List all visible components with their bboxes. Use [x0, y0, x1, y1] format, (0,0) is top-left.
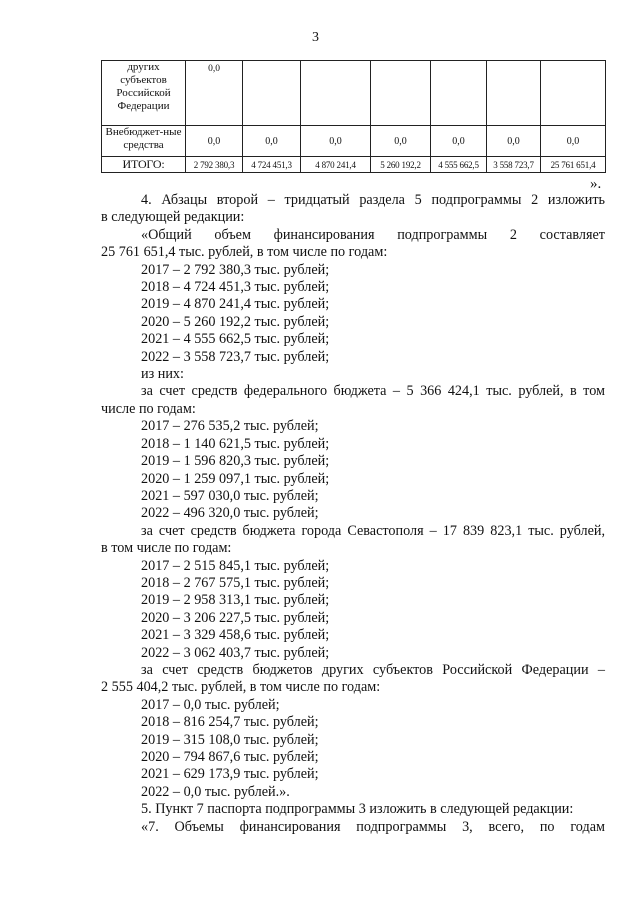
list-item: 2022 – 3 062 403,7 тыс. рублей; — [141, 644, 330, 661]
list-item: 2018 – 816 254,7 тыс. рублей; — [141, 714, 319, 731]
table-row — [102, 61, 606, 126]
list-item: 2021 – 629 173,9 тыс. рублей; — [141, 766, 319, 783]
paragraph-4: 4. Абзацы второй – тридцатый раздела 5 подпрограммы 2 изложить — [141, 192, 605, 208]
table-cell: 4 724 451,3 — [243, 157, 301, 173]
table-cell: 0,0 — [243, 126, 301, 157]
table-cell: 5 260 192,2 — [371, 157, 431, 173]
list-item: 2019 – 2 958 313,1 тыс. рублей; — [141, 592, 330, 609]
row-label: Внебюджет-ные средства — [102, 126, 186, 157]
table-cell — [371, 61, 431, 126]
paragraph-4-cont: в следующей редакции: — [101, 209, 245, 226]
list-item: 2020 – 5 260 192,2 тыс. рублей; — [141, 313, 330, 330]
total-financing-cont: 25 761 651,4 тыс. рублей, в том числе по годам: — [101, 244, 388, 261]
table-row-total — [102, 157, 606, 173]
other-regions-budget: за счет средств бюджетов других субъектов Российской Федерации – — [141, 661, 605, 678]
financing-table — [101, 60, 606, 173]
other-regions-budget-cont: 2 555 404,2 тыс. рублей, в том числе по годам: — [101, 679, 381, 696]
federal-budget-cont: числе по годам: — [101, 400, 196, 417]
list-item: 2019 – 315 108,0 тыс. рублей; — [141, 731, 319, 748]
closing-quote: ». — [590, 176, 602, 192]
list-item: 2020 – 794 867,6 тыс. рублей; — [141, 749, 319, 765]
list-item: 2021 – 4 555 662,5 тыс. рублей; — [141, 331, 330, 348]
table-cell: 0,0 — [431, 126, 487, 157]
table-cell: 25 761 651,4 — [541, 157, 606, 173]
list-item: 2022 – 0,0 тыс. рублей.». — [141, 783, 290, 800]
list-item: 2022 – 3 558 723,7 тыс. рублей; — [141, 348, 330, 365]
table-cell — [487, 61, 541, 126]
list-item: 2017 – 2 515 845,1 тыс. рублей; — [141, 557, 330, 574]
row-label: других субъектов Российской Федерации — [102, 61, 186, 126]
table-cell: 4 870 241,4 — [301, 157, 371, 173]
table-cell: 0,0 — [301, 126, 371, 157]
list-item: 2017 – 276 535,2 тыс. рублей; — [141, 418, 319, 435]
paragraph-7-quote: «7. Объемы финансирования подпрограммы 3, всего, по годам — [141, 818, 605, 835]
table-cell: 0,0 — [371, 126, 431, 157]
table-cell: 0,0 — [487, 126, 541, 157]
table-cell: 4 555 662,5 — [431, 157, 487, 173]
list-item: 2018 – 2 767 575,1 тыс. рублей; — [141, 574, 330, 591]
table-cell — [243, 61, 301, 126]
list-item: 2021 – 3 329 458,6 тыс. рублей; — [141, 627, 330, 644]
list-item: 2018 – 1 140 621,5 тыс. рублей; — [141, 435, 330, 452]
sevastopol-budget-cont: в том числе по годам: — [101, 540, 232, 557]
list-item: 2020 – 3 206 227,5 тыс. рублей; — [141, 609, 330, 626]
total-financing: «Общий объем финансирования подпрограммы 2 составляет — [141, 226, 605, 243]
row-label: ИТОГО: — [102, 157, 186, 173]
document-body — [101, 192, 605, 836]
list-item: 2021 – 597 030,0 тыс. рублей; — [141, 487, 319, 504]
table-cell: 2 792 380,3 — [186, 157, 243, 173]
table-cell: 0,0 — [186, 61, 243, 126]
sevastopol-budget: за счет средств бюджета города Севастополя – 17 839 823,1 тыс. рублей, — [141, 522, 605, 539]
list-item: 2017 – 0,0 тыс. рублей; — [141, 696, 280, 713]
of-them-label: из них: — [141, 366, 184, 383]
list-item: 2019 – 1 596 820,3 тыс. рублей; — [141, 453, 330, 470]
federal-budget: за счет средств федерального бюджета – 5 366 424,1 тыс. рублей, в том — [141, 383, 605, 400]
table-cell — [431, 61, 487, 126]
page-number: 3 — [312, 30, 319, 45]
table-cell — [301, 61, 371, 126]
list-item: 2022 – 496 320,0 тыс. рублей; — [141, 505, 319, 522]
table-cell: 3 558 723,7 — [487, 157, 541, 173]
table-cell: 0,0 — [186, 126, 243, 157]
list-item: 2018 – 4 724 451,3 тыс. рублей; — [141, 279, 330, 296]
list-item: 2019 – 4 870 241,4 тыс. рублей; — [141, 296, 330, 313]
table-cell — [541, 61, 606, 126]
paragraph-5: 5. Пункт 7 паспорта подпрограммы 3 изложить в следующей редакции: — [141, 801, 574, 818]
list-item: 2020 – 1 259 097,1 тыс. рублей; — [141, 470, 330, 487]
table-cell: 0,0 — [541, 126, 606, 157]
table-row — [102, 126, 606, 157]
list-item: 2017 – 2 792 380,3 тыс. рублей; — [141, 261, 330, 278]
